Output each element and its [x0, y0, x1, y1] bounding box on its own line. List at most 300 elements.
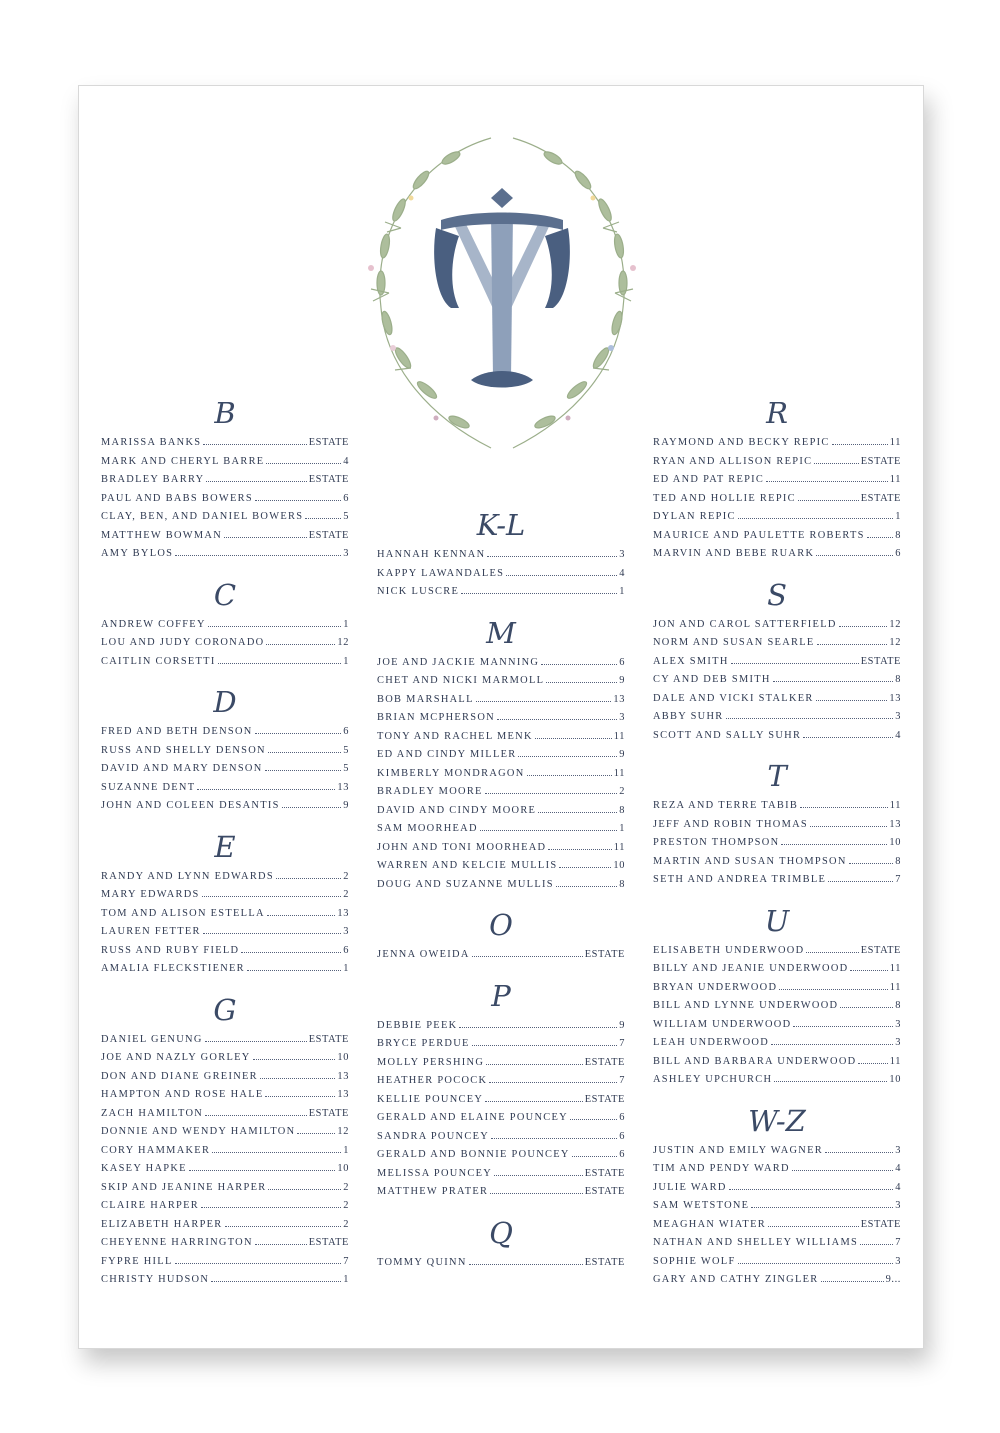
alphabet-section	[653, 1102, 901, 1290]
guest-row	[653, 942, 901, 961]
table-assignment: 11	[889, 981, 901, 993]
guest-row	[101, 905, 349, 924]
dot-leader	[225, 1225, 342, 1227]
guest-row	[377, 946, 625, 965]
guest-name: KASEY HAPKE	[101, 1163, 187, 1174]
floral-wreath-right	[513, 138, 636, 448]
table-assignment: ESTATE	[308, 529, 349, 541]
guest-name: SAM WETSTONE	[653, 1200, 750, 1211]
dot-leader	[774, 1080, 887, 1082]
guest-row	[653, 527, 901, 546]
table-assignment: ESTATE	[860, 944, 901, 956]
guest-name: DANIEL GENUNG	[101, 1033, 203, 1045]
guest-row	[377, 1054, 625, 1073]
table-assignment: ESTATE	[860, 655, 901, 667]
guest-name: SETH AND ANDREA TRIMBLE	[653, 874, 827, 885]
guest-row	[101, 742, 349, 761]
table-assignment: 6	[343, 492, 349, 504]
table-assignment: 3	[895, 711, 901, 722]
dot-leader	[527, 774, 612, 776]
table-assignment: ESTATE	[860, 492, 901, 504]
section-letter-heading: B	[214, 396, 236, 430]
dot-leader	[211, 1280, 341, 1282]
guest-row	[377, 1072, 625, 1091]
dot-leader	[535, 737, 612, 739]
table-assignment: ESTATE	[308, 474, 349, 485]
guest-row	[653, 1216, 901, 1235]
guest-name: CHRISTY HUDSON	[101, 1274, 210, 1285]
table-assignment: 12	[337, 1126, 349, 1137]
table-assignment: 4	[619, 567, 625, 579]
guest-name: SCOTT AND SALLY SUHR	[653, 729, 802, 741]
guest-name: DONNIE AND WENDY HAMILTON	[101, 1126, 296, 1137]
guest-name: BRADLEY BARRY	[101, 474, 205, 485]
dot-leader	[203, 443, 306, 445]
guest-name: CY AND DEB SMITH	[653, 674, 771, 685]
dot-leader	[197, 788, 335, 790]
guest-name: GERALD AND BONNIE POUNCEY	[377, 1149, 570, 1160]
table-assignment: ESTATE	[308, 1033, 349, 1045]
guest-row	[377, 654, 625, 673]
section-letter-heading: S	[767, 577, 787, 612]
guest-row	[377, 802, 625, 821]
table-assignment: 3	[619, 712, 625, 723]
dot-leader	[800, 806, 888, 808]
dot-leader	[255, 732, 342, 734]
guest-name: LAUREN FETTER	[101, 926, 201, 937]
guest-row	[653, 1197, 901, 1216]
table-assignment: 8	[619, 804, 625, 816]
guest-column-middle	[377, 506, 625, 1284]
guest-row	[653, 997, 901, 1016]
table-assignment: 7	[895, 874, 901, 885]
guest-row	[653, 671, 901, 690]
alphabet-section	[653, 757, 901, 890]
alphabet-section	[377, 614, 625, 895]
guest-name: JOHN AND TONI MOORHEAD	[377, 841, 547, 853]
dot-leader	[781, 843, 887, 845]
guest-row	[101, 1253, 349, 1272]
table-assignment: 11	[889, 437, 901, 448]
dot-leader	[570, 1118, 617, 1120]
dot-leader	[247, 969, 341, 971]
table-assignment: 6	[619, 1130, 625, 1142]
dot-leader	[203, 932, 341, 934]
section-letter-heading: T	[767, 759, 787, 793]
table-assignment: 10	[889, 1074, 901, 1085]
table-assignment: ESTATE	[860, 455, 901, 467]
guest-row	[377, 672, 625, 691]
guest-name: BILL AND BARBARA UNDERWOOD	[653, 1055, 857, 1067]
guest-row	[653, 816, 901, 835]
dot-leader	[729, 1188, 893, 1190]
dot-leader	[491, 1137, 617, 1139]
guest-row	[101, 797, 349, 816]
table-assignment: ESTATE	[860, 1218, 901, 1230]
guest-name: BRIAN MCPHERSON	[377, 712, 495, 723]
guest-name: BRADLEY MOORE	[377, 786, 483, 797]
guest-row	[101, 1234, 349, 1253]
guest-row	[377, 1165, 625, 1184]
section-letter-heading: E	[214, 829, 236, 864]
guest-row	[377, 1017, 625, 1036]
table-assignment: 4	[895, 1181, 901, 1193]
dot-leader	[459, 1026, 617, 1028]
table-assignment: 11	[889, 1055, 901, 1067]
dot-leader	[556, 885, 617, 887]
section-letter-heading: W-Z	[748, 1103, 806, 1138]
guest-row	[101, 616, 349, 635]
guest-name: ZACH HAMILTON	[101, 1107, 204, 1119]
table-assignment: 5	[343, 744, 349, 756]
guest-name: HANNAH KENNAN	[377, 549, 486, 560]
dot-leader	[480, 829, 617, 831]
floral-wreath-left	[368, 138, 491, 448]
guest-name: ELIZABETH HARPER	[101, 1218, 223, 1230]
dot-leader	[472, 1044, 618, 1046]
alphabet-section	[101, 828, 349, 979]
table-assignment: 11	[613, 841, 625, 853]
guest-row	[377, 1035, 625, 1054]
guest-row	[377, 1254, 625, 1273]
guest-name: HEATHER POCOCK	[377, 1075, 488, 1086]
guest-name: DON AND DIANE GREINER	[101, 1070, 258, 1082]
table-assignment: 2	[343, 1181, 349, 1193]
guest-name: MEAGHAN WIATER	[653, 1218, 766, 1230]
table-assignment: 9	[619, 749, 625, 760]
seating-chart-card	[78, 85, 924, 1349]
guest-name: REZA AND TERRE TABIB	[653, 800, 799, 811]
table-assignment: 10	[337, 1052, 349, 1063]
table-assignment: 10	[337, 1163, 349, 1174]
guest-name: TOMMY QUINN	[377, 1256, 467, 1268]
table-assignment: ESTATE	[584, 949, 625, 960]
alphabet-section	[101, 683, 349, 816]
guest-name: MATTHEW PRATER	[377, 1186, 489, 1197]
guest-row	[377, 1091, 625, 1110]
guest-row	[101, 527, 349, 546]
guest-row	[377, 691, 625, 710]
table-assignment: 5	[343, 763, 349, 774]
dot-leader	[538, 811, 617, 813]
dot-leader	[487, 555, 617, 557]
guest-name: CORY HAMMAKER	[101, 1144, 211, 1156]
table-assignment: 13	[337, 1070, 349, 1082]
dot-leader	[810, 825, 887, 827]
guest-name: DAVID AND CINDY MOORE	[377, 804, 537, 816]
table-assignment: ESTATE	[584, 1056, 625, 1068]
guest-name: JENNA OWEIDA	[377, 949, 470, 960]
guest-row	[101, 1031, 349, 1050]
guest-row	[653, 508, 901, 527]
section-letter-heading: D	[213, 685, 237, 719]
guest-row	[101, 723, 349, 742]
guest-name: ASHLEY UPCHURCH	[653, 1074, 773, 1085]
guest-row	[101, 1068, 349, 1087]
dot-leader	[202, 895, 342, 897]
guest-row	[377, 746, 625, 765]
alphabet-section	[377, 977, 625, 1202]
table-assignment: 1	[343, 618, 349, 630]
dot-leader	[486, 1063, 583, 1065]
guest-name: GERALD AND ELAINE POUNCEY	[377, 1112, 568, 1123]
guest-row	[101, 1086, 349, 1105]
guest-name: MATTHEW BOWMAN	[101, 529, 223, 541]
table-assignment: 6	[343, 944, 349, 956]
guest-row	[653, 797, 901, 816]
guest-row	[653, 727, 901, 746]
guest-row	[653, 1253, 901, 1272]
dot-leader	[798, 499, 859, 501]
table-assignment: 2	[343, 870, 349, 882]
guest-name: RAYMOND AND BECKY REPIC	[653, 437, 830, 448]
dot-leader	[738, 517, 893, 519]
guest-name: JEFF AND ROBIN THOMAS	[653, 818, 808, 830]
guest-row	[101, 1142, 349, 1161]
guest-row	[101, 760, 349, 779]
table-assignment: ESTATE	[584, 1093, 625, 1105]
dot-leader	[224, 536, 307, 538]
guest-name: SKIP AND JEANINE HARPER	[101, 1181, 267, 1193]
dot-leader	[266, 643, 335, 645]
table-assignment: 9	[343, 800, 349, 811]
guest-row	[653, 1234, 901, 1253]
guest-name: BOB MARSHALL	[377, 693, 474, 705]
dot-leader	[849, 862, 894, 864]
guest-name: SANDRA POUNCEY	[377, 1130, 490, 1142]
dot-leader	[738, 1262, 894, 1264]
dot-leader	[832, 443, 888, 445]
guest-name: SAM MOORHEAD	[377, 823, 478, 834]
guest-name: CAITLIN CORSETTI	[101, 655, 216, 667]
guest-row	[653, 545, 901, 564]
dot-leader	[548, 848, 611, 850]
guest-row	[653, 634, 901, 653]
dot-leader	[253, 1058, 336, 1060]
table-assignment: 13	[337, 907, 349, 919]
guest-column-right	[653, 394, 901, 1302]
guest-name: NORM AND SUSAN SEARLE	[653, 637, 815, 648]
guest-name: JULIE WARD	[653, 1181, 727, 1193]
guest-row	[101, 779, 349, 798]
table-assignment: 8	[895, 674, 901, 685]
guest-row	[377, 583, 625, 602]
dot-leader	[205, 1040, 307, 1042]
table-assignment: 8	[895, 529, 901, 541]
table-assignment: 3	[895, 1018, 901, 1030]
guest-name: BILLY AND JEANIE UNDERWOOD	[653, 963, 849, 974]
guest-row	[101, 1160, 349, 1179]
guest-row	[101, 1179, 349, 1198]
guest-row	[377, 546, 625, 565]
guest-row	[101, 1049, 349, 1068]
dot-leader	[860, 1243, 893, 1245]
guest-name: LEAH UNDERWOOD	[653, 1037, 770, 1048]
guest-name: RYAN AND ALLISON REPIC	[653, 455, 813, 467]
table-assignment: 3	[895, 1255, 901, 1267]
table-assignment: 8	[895, 1000, 901, 1011]
table-assignment: ESTATE	[308, 1107, 349, 1119]
dot-leader	[867, 536, 893, 538]
dot-leader	[572, 1155, 618, 1157]
guest-row	[101, 886, 349, 905]
floral-monogram-crest	[341, 118, 663, 468]
guest-name: TIM AND PENDY WARD	[653, 1163, 790, 1174]
table-assignment: 2	[343, 889, 349, 900]
table-assignment: 10	[889, 837, 901, 848]
table-assignment: 7	[619, 1038, 625, 1049]
dot-leader	[282, 806, 342, 808]
dot-leader	[212, 1151, 341, 1153]
guest-name: ELISABETH UNDERWOOD	[653, 944, 805, 956]
alphabet-section	[377, 506, 625, 602]
guest-name: MARY EDWARDS	[101, 889, 200, 900]
table-assignment: 1	[619, 586, 625, 597]
table-assignment: ESTATE	[308, 437, 349, 448]
guest-name: AMY BYLOS	[101, 548, 174, 559]
guest-row	[653, 690, 901, 709]
guest-name: TOM AND ALISON ESTELLA	[101, 907, 265, 919]
guest-row	[653, 1142, 901, 1161]
guest-name: RUSS AND RUBY FIELD	[101, 944, 240, 956]
dot-leader	[541, 663, 617, 665]
alphabet-section	[653, 902, 901, 1090]
table-assignment: 3	[895, 1144, 901, 1156]
guest-row	[653, 834, 901, 853]
guest-name: CLAIRE HARPER	[101, 1200, 200, 1211]
table-assignment: 4	[343, 455, 349, 467]
dot-leader	[821, 1280, 884, 1282]
guest-name: MARTIN AND SUSAN THOMPSON	[653, 855, 847, 867]
guest-name: AMALIA FLECKSTIENER	[101, 963, 245, 974]
section-letter-heading: M	[486, 615, 516, 650]
guest-name: DYLAN REPIC	[653, 511, 736, 522]
guest-name: GARY AND CATHY ZINGLER	[653, 1274, 819, 1285]
table-assignment: 12	[889, 618, 901, 630]
table-assignment: 9	[619, 675, 625, 686]
dot-leader	[461, 592, 617, 594]
dot-leader	[726, 717, 894, 719]
guest-row	[377, 839, 625, 858]
guest-name: DALE AND VICKI STALKER	[653, 692, 814, 704]
dot-leader	[305, 517, 341, 519]
dot-leader	[485, 1100, 582, 1102]
dot-leader	[806, 951, 858, 953]
guest-row	[653, 1034, 901, 1053]
guest-row	[377, 1146, 625, 1165]
guest-row	[101, 1271, 349, 1290]
dot-leader	[792, 1169, 893, 1171]
guest-name: KIMBERLY MONDRAGON	[377, 767, 525, 779]
dot-leader	[518, 755, 617, 757]
dot-leader	[266, 462, 341, 464]
section-letter-heading: U	[764, 903, 790, 938]
dot-leader	[490, 1192, 582, 1194]
table-assignment: 9...	[885, 1274, 901, 1285]
guest-name: RANDY AND LYNN EDWARDS	[101, 870, 274, 882]
guest-name: ANDREW COFFEY	[101, 618, 206, 630]
table-assignment: 8	[619, 878, 625, 890]
dot-leader	[218, 662, 342, 664]
dot-leader	[803, 736, 893, 738]
guest-row	[653, 1160, 901, 1179]
dot-leader	[255, 499, 341, 501]
guest-name: NATHAN AND SHELLEY WILLIAMS	[653, 1237, 859, 1248]
guest-row	[101, 545, 349, 564]
guest-row	[101, 1123, 349, 1142]
table-assignment: ESTATE	[308, 1237, 349, 1248]
section-letter-heading: K-L	[476, 508, 526, 542]
guest-name: RUSS AND SHELLY DENSON	[101, 744, 266, 756]
table-assignment: 11	[613, 730, 625, 742]
guest-name: TED AND HOLLIE REPIC	[653, 492, 796, 504]
guest-row	[101, 1197, 349, 1216]
dot-leader	[858, 1062, 887, 1064]
guest-row	[653, 434, 901, 453]
guest-name: ABBY SUHR	[653, 711, 724, 722]
table-assignment: 10	[613, 860, 625, 871]
dot-leader	[768, 1225, 859, 1227]
dot-leader	[816, 554, 893, 556]
guest-name: DAVID AND MARY DENSON	[101, 763, 263, 774]
guest-row	[653, 871, 901, 890]
guest-row	[653, 653, 901, 672]
guest-row	[653, 1271, 901, 1290]
dot-leader	[276, 877, 341, 879]
guest-name: ALEX SMITH	[653, 655, 729, 667]
dot-leader	[766, 480, 888, 482]
table-assignment: 8	[895, 855, 901, 867]
guest-row	[377, 1183, 625, 1202]
dot-leader	[265, 769, 342, 771]
dot-leader	[731, 662, 859, 664]
alphabet-section	[377, 1214, 625, 1273]
dot-leader	[255, 1243, 307, 1245]
dot-leader	[497, 718, 617, 720]
guest-name: JOHN AND COLEEN DESANTIS	[101, 800, 280, 811]
guest-row	[377, 1109, 625, 1128]
section-letter-heading: P	[491, 978, 511, 1013]
guest-name: CHET AND NICKI MARMOLL	[377, 675, 545, 686]
guest-row	[653, 979, 901, 998]
alphabet-section	[653, 576, 901, 746]
table-assignment: 13	[889, 818, 901, 830]
section-letter-heading: R	[766, 396, 788, 430]
table-assignment: 11	[889, 963, 901, 974]
table-assignment: 2	[343, 1218, 349, 1230]
guest-row	[377, 765, 625, 784]
table-assignment: 13	[889, 692, 901, 704]
guest-row	[377, 857, 625, 876]
guest-row	[377, 1128, 625, 1147]
dot-leader	[816, 699, 888, 701]
guest-name: MARVIN AND BEBE RUARK	[653, 548, 815, 559]
table-assignment: 7	[619, 1075, 625, 1086]
table-assignment: 11	[889, 474, 901, 485]
guest-row	[101, 471, 349, 490]
table-assignment: 1	[343, 655, 349, 667]
guest-row	[101, 1216, 349, 1235]
guest-name: JON AND CAROL SATTERFIELD	[653, 618, 837, 630]
section-letter-heading: O	[489, 908, 513, 942]
table-assignment: 4	[895, 1163, 901, 1174]
guest-name: DOUG AND SUZANNE MULLIS	[377, 878, 554, 890]
table-assignment: 3	[619, 549, 625, 560]
guest-name: MARISSA BANKS	[101, 437, 202, 448]
guest-row	[101, 490, 349, 509]
section-letter-heading: G	[213, 992, 237, 1027]
dot-leader	[506, 574, 617, 576]
